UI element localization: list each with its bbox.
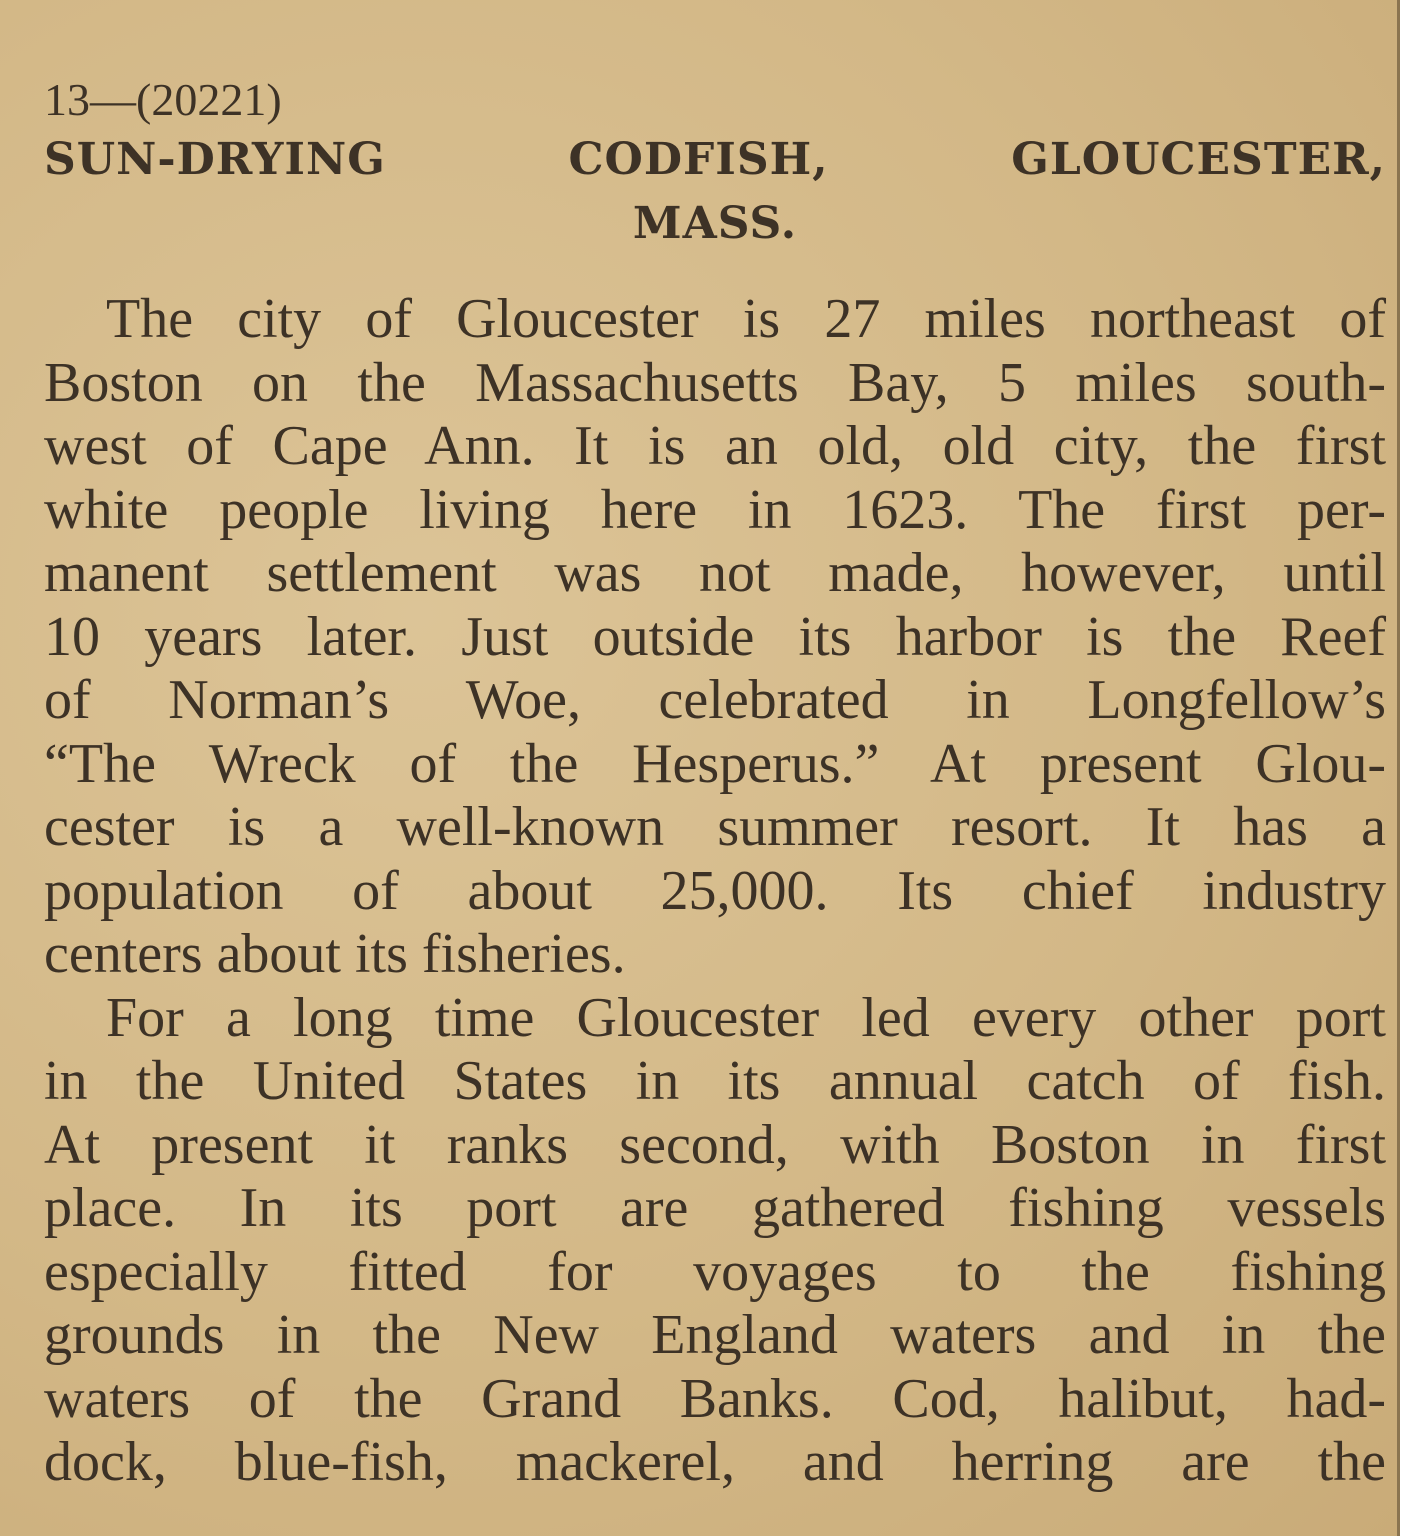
paragraph-line: of Norman’s Woe, celebrated in Longfellow’s bbox=[44, 669, 1386, 731]
title-line-2: MASS. bbox=[632, 198, 798, 249]
paragraph-line: white people living here in 1623. The first per- bbox=[44, 478, 1386, 541]
paragraph-line: place. In its port are gathered fishing vessels bbox=[44, 1177, 1386, 1239]
paragraph-line: Boston on the Massachusetts Bay, 5 miles south- bbox=[44, 351, 1386, 414]
paragraph-line: For a long time Gloucester led every other port bbox=[106, 986, 1386, 1049]
paragraph-line: population of about 25,000. Its chief industry bbox=[44, 859, 1386, 922]
card-number: 13—(20221) bbox=[44, 74, 282, 125]
paragraph-line: centers about its fisheries. bbox=[44, 923, 626, 985]
card-text bbox=[44, 72, 1386, 1495]
card-title bbox=[44, 128, 1386, 256]
paragraph-line: especially fitted for voyages to the fishing bbox=[44, 1240, 1386, 1303]
paragraph-line: 10 years later. Just outside its harbor is the Reef bbox=[44, 605, 1386, 668]
paragraph-line: west of Cape Ann. It is an old, old city, the first bbox=[44, 415, 1386, 477]
paragraph-line: “The Wreck of the Hesperus.” At present Glou- bbox=[44, 732, 1386, 795]
paragraph-2 bbox=[44, 987, 1386, 1495]
paragraph-line: in the United States in its annual catch of fish. bbox=[44, 1050, 1386, 1112]
paragraph-line: cester is a well-known summer resort. It has a bbox=[44, 796, 1386, 858]
title-line-1: SUN-DRYING CODFISH, GLOUCESTER, bbox=[44, 134, 1386, 185]
paragraph-line: The city of Gloucester is 27 miles northeast of bbox=[106, 288, 1386, 350]
paragraph-line: grounds in the New England waters and in the bbox=[44, 1304, 1386, 1366]
paragraph-1 bbox=[44, 288, 1386, 987]
paragraph-line: manent settlement was not made, however, until bbox=[44, 542, 1386, 604]
paragraph-line: dock, blue-fish, mackerel, and herring are the bbox=[44, 1431, 1386, 1493]
paragraph-line: At present it ranks second, with Boston in first bbox=[44, 1113, 1386, 1176]
paragraph-line: waters of the Grand Banks. Cod, halibut, had- bbox=[44, 1367, 1386, 1430]
